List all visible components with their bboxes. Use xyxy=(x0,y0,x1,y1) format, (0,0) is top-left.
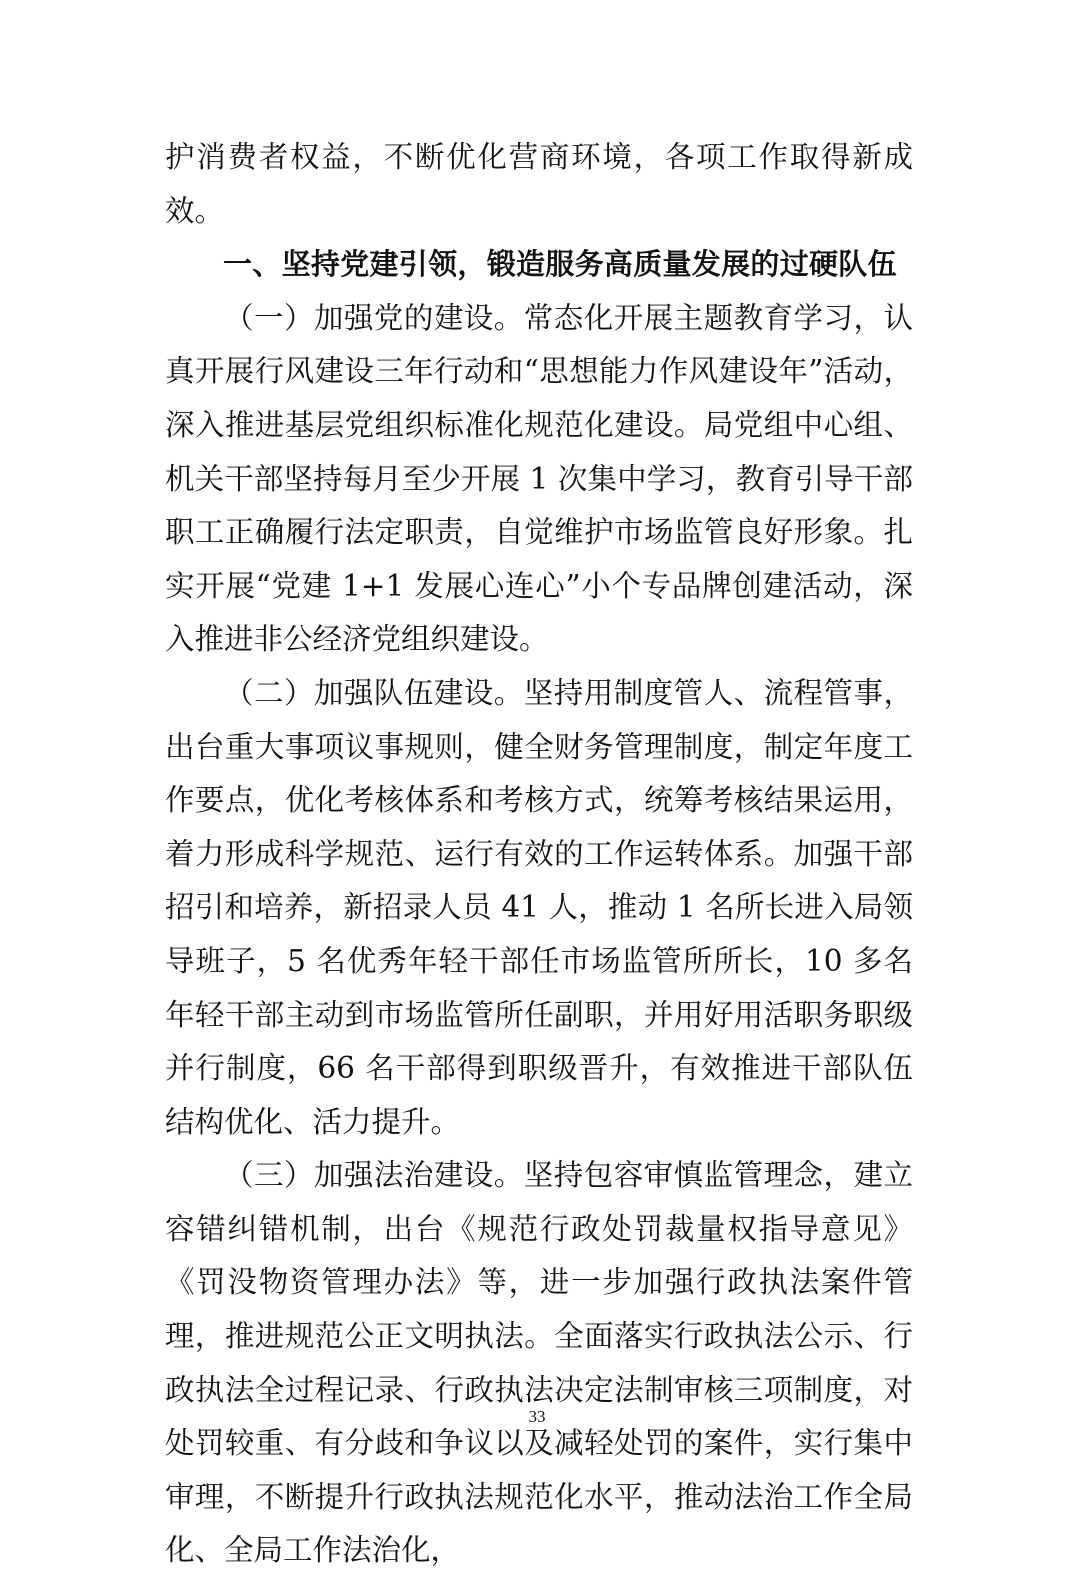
paragraph-body: 常态化开展主题教育学习，认真开展行风建设三年行动和“思想能力作风建设年”活动，深入推进基层党组织标准化规范化建设。局党组中心组、机关干部坚持每月至少开展 1 次集中学习，教育引导干部职工正确履行法定职责，自觉维护市场监管良好形象。扎实开展“党建 1+1 发展心连心”小个专品牌创建活动，深入推进非公经济党组织建设。 xyxy=(165,300,913,657)
paragraph-team-building xyxy=(165,667,913,1149)
paragraph-subtitle: （三）加强法治建设。 xyxy=(224,1158,524,1193)
paragraph-subtitle: （二）加强队伍建设。 xyxy=(224,675,524,710)
paragraph-party-building xyxy=(165,292,913,667)
lead-line: 护消费者权益，不断优化营商环境，各项工作取得新成效。 xyxy=(165,140,913,228)
section-heading: 一、坚持党建引领，锻造服务高质量发展的过硬队伍 xyxy=(223,247,897,282)
page-number: 33 xyxy=(528,1407,546,1426)
paragraph-subtitle: （一）加强党的建设。 xyxy=(224,300,524,335)
paragraph-body: 坚持用制度管人、流程管事，出台重大事项议事规则，健全财务管理制度，制定年度工作要点，优化考核体系和考核方式，统筹考核结果运用，着力形成科学规范、运行有效的工作运转体系。加强干部招引和培养，新招录人员 41 人，推动 1 名所长进入局领导班子，5 名优秀年轻干部任市场监管所所长，10 多名年轻干部主动到市场监管所任副职，并用好用活职务职级并行制度，66 名干部得到职级晋升，有效推进干部队伍结构优化、活力提升。 xyxy=(165,675,913,1139)
paragraph-body: 坚持包容审慎监管理念，建立容错纠错机制，出台《规范行政处罚裁量权指导意见》《罚没物资管理办法》等，进一步加强行政执法案件管理，推进规范公正文明执法。全面落实行政执法公示、行政执法全过程记录、行政执法决定法制审核三项制度，对处罚较重、有分歧和争议以及减轻处罚的案件，实行集中审理，不断提升行政执法规范化水平，推动法治工作全局化、全局工作法治化， xyxy=(165,1158,913,1568)
paragraph-rule-of-law xyxy=(165,1149,913,1578)
body-text xyxy=(165,131,913,1578)
